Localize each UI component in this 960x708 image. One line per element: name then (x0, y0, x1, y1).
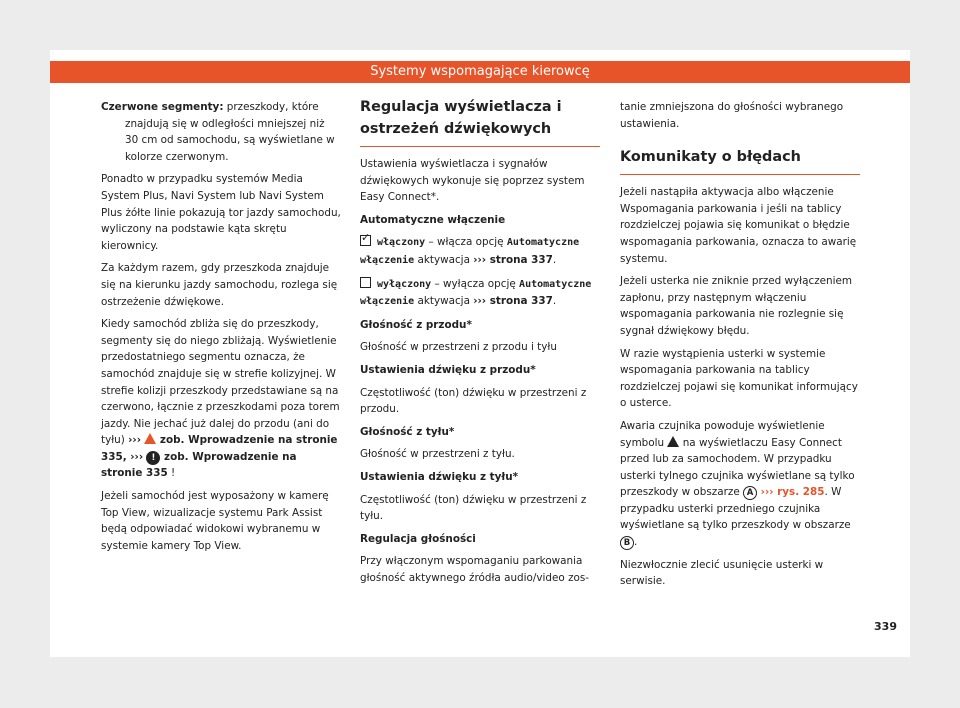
checkbox-empty-icon (360, 277, 371, 288)
on-dot: . (552, 253, 557, 266)
section-heading-display-settings: Regulacja wyświetlacza i ostrzeżeń dźwiękowych (360, 96, 600, 147)
area-b-badge: B (620, 536, 634, 550)
sensor-text-c: . W przypadku usterki przedniego czujnika wyświetlane są tylko przeszkody w obszarze (620, 486, 851, 532)
text-rear-volume: Głośność w przestrzeni z tyłu. (360, 448, 515, 461)
page-number: 339 (874, 620, 897, 633)
off-option: Automatyczne włączenie (360, 278, 592, 308)
link-figure-285[interactable]: ››› rys. 285 (757, 486, 825, 499)
warning-symbol-icon (667, 436, 679, 447)
section-header: Systemy wspomagające kierowcę (50, 61, 910, 83)
manual-page (50, 50, 910, 657)
label-front-sound: Ustawienia dźwięku z przodu* (360, 363, 536, 376)
text-front-volume: Głośność w przestrzeni z przodu i tyłu (360, 341, 557, 354)
paragraph-intro: Ustawienia wyświetlacza i sygnałów dźwiękowych wykonuje się poprzez system Easy Connect*. (360, 158, 585, 204)
off-tail: aktywacja (414, 295, 474, 308)
info-icon: ! (146, 451, 160, 465)
segments-text: Kiedy samochód zbliża się do przeszkody, segmenty się do niego zbliżają. Wyświetlenie przedostatniego segmentu oznacza, że samochód znajduje się w strefie kolizyjnej. W strefie kolizji przeszkody przedstawiane są na czerwono, łącznie z przeszkodami poza torem jazdy. Nie jechać już dalej do przodu (ani do tyłu) (101, 318, 340, 447)
label-rear-sound: Ustawienia dźwięku z tyłu* (360, 470, 519, 483)
text-front-sound: Częstotliwość (ton) dźwięku w przestrzeni z przodu. (360, 386, 587, 416)
section-heading-errors: Komunikaty o błędach (620, 146, 860, 175)
option-on (360, 234, 600, 269)
link-introduction-warning[interactable]: zob. Wprowadzenie na stronie 335, (101, 434, 338, 463)
link-page-337[interactable]: ››› strona 337 (473, 253, 553, 266)
paragraph-error-persist: Jeżeli usterka nie zniknie przed wyłączeniem zapłonu, przy następnym włączeniu wspomagania parkowania nie rozlegnie się sygnał dźwiękowy błędu. (620, 275, 853, 337)
ref-arrows: ››› (126, 450, 144, 463)
on-key: włączony (377, 237, 426, 249)
column-middle (360, 96, 600, 592)
warning-icon (144, 433, 156, 444)
off-text: – wyłącza opcję (431, 277, 520, 290)
sensor-text-a: Awaria czujnika powoduje wyświetlenie symbolu (620, 419, 825, 449)
sensor-text-b: na wyświetlaczu Easy Connect przed lub za samochodem. W przypadku usterki tylnego czujnika wyświetlane są tylko przeszkody w obszarze (620, 436, 855, 499)
red-segments-text: przeszkody, które znajdują się w odległości mniejszej niż 30 cm od samochodu, są wyświetlane w kolorze czerwonym. (125, 101, 335, 163)
on-option: Automatyczne włączenie (360, 237, 580, 266)
red-segments-label: Czerwone segmenty: (101, 101, 224, 113)
paragraph-warning-sound: Za każdym razem, gdy przeszkoda znajduje się na kierunku jazdy samochodu, rozlega się ostrzeżenie dźwiękowe. (101, 262, 338, 308)
sensor-text-d: . (634, 536, 638, 549)
column-left (101, 99, 341, 560)
paragraph-yellow-lines: Ponadto w przypadku systemów Media System Plus, Navi System lub Navi System Plus żółte linie pokazują tor jazdy samochodu, wyliczony na podstawie kąta skrętu kierownicy. (101, 173, 341, 252)
red-segments-paragraph (101, 99, 341, 165)
column-right (620, 99, 860, 596)
paragraph-segments (101, 316, 341, 482)
label-rear-volume: Głośność z tyłu* (360, 425, 455, 438)
option-off (360, 276, 600, 311)
label-front-volume: Głośność z przodu* (360, 318, 472, 331)
on-text: – włącza opcję (425, 236, 507, 249)
paragraph-error-info: W razie wystąpienia usterki w systemie wspomagania parkowania na tablicy rozdzielczej pojawi się komunikat informujący o usterce. (620, 347, 858, 410)
label-auto-activation: Automatyczne włączenie (360, 213, 506, 226)
link-page-337[interactable]: ››› strona 337 (473, 295, 553, 308)
paragraph-top-view: Jeżeli samochód jest wyposażony w kamerę Top View, wizualizacje systemu Park Assist będą odpowiadać widokowi wybranemu w systemie kamery Top View. (101, 490, 329, 552)
ref-arrows: ››› (128, 434, 141, 447)
paragraph-continuation: tanie zmniejszona do głośności wybranego ustawienia. (620, 101, 844, 130)
area-a-badge: A (743, 486, 757, 500)
checkbox-checked-icon (360, 235, 371, 246)
paragraph-sensor-failure (620, 418, 860, 551)
label-volume-adjust: Regulacja głośności (360, 532, 476, 545)
off-dot: . (552, 295, 557, 308)
off-key: wyłączony (377, 278, 432, 290)
paragraph-service: Niezwłocznie zlecić usunięcie usterki w serwisie. (620, 558, 824, 588)
text-rear-sound: Częstotliwość (ton) dźwięku w przestrzeni z tyłu. (360, 493, 587, 523)
paragraph-error-message: Jeżeli nastąpiła aktywacja albo włączenie Wspomagania parkowania i jeśli na tablicy rozdzielczej pojawia się komunikat o błędzie wspomagania parkowania, oznacza to awarię systemu. (620, 186, 857, 265)
link-introduction-note[interactable]: zob. Wprowadzenie na stronie 335 (101, 450, 297, 480)
segments-end: ! (167, 467, 176, 480)
on-tail: aktywacja (414, 253, 474, 266)
text-volume-adjust: Przy włączonym wspomaganiu parkowania głośność aktywnego źródła audio/video zos- (360, 555, 590, 584)
